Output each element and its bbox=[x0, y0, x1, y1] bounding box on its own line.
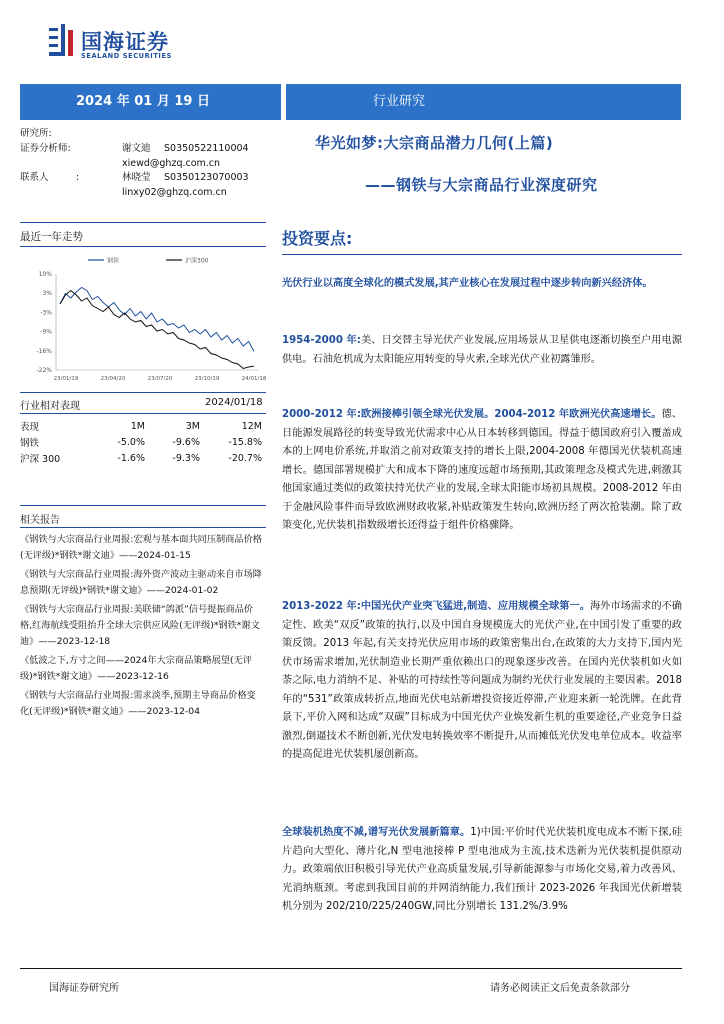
related-report-link[interactable]: 《钢铁与大宗商品行业周报:宏观与基本面共同压制商品价格(无评级)*钢铁*谢文迪》——2024-01-15 bbox=[20, 534, 262, 561]
table-header: 3M bbox=[185, 420, 200, 432]
series-line-hs300 bbox=[60, 291, 254, 369]
contact-email[interactable]: linxy02@ghzq.com.cn bbox=[122, 187, 227, 198]
legend-label-steel: 钢铁 bbox=[107, 257, 120, 265]
paragraph-highlight: 光伏行业以高度全球化的模式发展,其产业核心在发展过程中逐步转向新兴经济体。 bbox=[282, 278, 653, 289]
table-header-row bbox=[20, 418, 262, 434]
contact-colon: : bbox=[76, 172, 80, 183]
x-tick-label: 23/01/19 bbox=[53, 376, 79, 382]
series-line-steel bbox=[60, 288, 254, 352]
x-tick-label: 23/10/19 bbox=[194, 376, 220, 382]
related-reports-list bbox=[20, 532, 264, 723]
divider bbox=[20, 527, 266, 528]
divider bbox=[20, 392, 266, 393]
paragraph-text: 1)中国:平价时代光伏装机度电成本不断下探,硅片趋向大型化、薄片化,N 型电池接棒 P 型电池成为主流,技术迭新为光伏装机提供原动力。政策端依旧积极引导光伏产业高质量发展,引导新能源参与市场化交易,着力改善风、光消纳瓶颈。考虑到我国目前的并网消纳能力,我们预计 2023-2026 年我国光伏新增装机分别为 202/210/225/240GW,同比分别增长 131.2%/3.9% bbox=[282, 827, 683, 912]
table-cell: -9.3% bbox=[172, 452, 200, 464]
divider bbox=[20, 222, 266, 223]
paragraph bbox=[282, 598, 682, 765]
paragraph-text: 德、日能源发展路径的转变导致光伏需求中心从日本转移到德国。得益于德国政府引入覆盖成本的上网电价系统,并取消之前对政策支持的增长上限,2004-2008 年德国光伏装机高速增长。德国部署规模扩大和成本下降的速度远超市场预期,其政策理念及模式先进,刺激其他国家通过类似的政策扶持光伏产业的发展,全球太阳能市场初具规模。2008-2012 年由于金融风险事件而导致欧洲财政收紧,补贴政策发生转向,欧洲历经了两次抢装潮。除了政策变化,光伏装机指数级增长还得益于组件价格骤降。 bbox=[282, 409, 682, 531]
table-header: 12M bbox=[241, 420, 262, 432]
paragraph bbox=[282, 332, 682, 369]
y-tick-label: -16% bbox=[36, 347, 52, 355]
table-cell: -20.7% bbox=[228, 452, 262, 464]
paragraph-highlight: 2013-2022 年:中国光伏产业突飞猛进,制造、应用规模全球第一。 bbox=[282, 601, 590, 612]
table-header: 1M bbox=[130, 420, 145, 432]
y-tick-label: -22% bbox=[36, 367, 52, 374]
table-cell: 沪深 300 bbox=[20, 454, 61, 465]
table-cell: 钢铁 bbox=[20, 438, 40, 449]
footer-divider bbox=[20, 968, 682, 969]
paragraph bbox=[282, 406, 682, 536]
legend-label-hs300: 沪深300 bbox=[185, 257, 209, 265]
research-label: 研究所: bbox=[20, 128, 52, 139]
analyst-name: 谢文迪 bbox=[122, 143, 151, 154]
table-cell: -1.6% bbox=[117, 452, 145, 464]
x-tick-label: 24/01/18 bbox=[241, 376, 266, 382]
footer-right: 请务必阅读正文后免责条款部分 bbox=[490, 983, 630, 994]
table-row bbox=[20, 450, 262, 466]
trend-chart bbox=[20, 252, 266, 388]
divider bbox=[20, 505, 266, 506]
y-tick-label: -9% bbox=[40, 328, 52, 336]
footer-left: 国海证券研究所 bbox=[49, 983, 119, 994]
y-tick-label: 3% bbox=[42, 290, 52, 298]
divider bbox=[282, 254, 682, 255]
chart-legend bbox=[88, 257, 209, 265]
report-date: 2024 年 01 月 19 日 bbox=[20, 84, 281, 120]
performance-table bbox=[20, 418, 262, 466]
related-report-link[interactable]: 《钢铁与大宗商品行业周报:美联储“鸽派”信号提振商品价格,红海航线受阻抬升全球大宗供应风险(无评级)*钢铁*谢文迪》——2023-12-18 bbox=[20, 604, 260, 647]
report-title: 华光如梦:大宗商品潜力几何(上篇) bbox=[315, 134, 554, 152]
divider bbox=[20, 413, 266, 414]
sealand-logo-icon bbox=[49, 24, 75, 58]
report-category: 行业研究 bbox=[286, 84, 681, 120]
analyst-email[interactable]: xiewd@ghzq.com.cn bbox=[122, 158, 221, 169]
report-subtitle: ——钢铁与大宗商品行业深度研究 bbox=[365, 176, 598, 194]
divider bbox=[20, 246, 266, 247]
invest-title: 投资要点: bbox=[282, 229, 353, 248]
contact-label: 联系人 bbox=[20, 172, 49, 183]
x-tick-label: 23/07/20 bbox=[147, 376, 173, 382]
paragraph-highlight: 全球装机热度不减,谱写光伏发展新篇章。 bbox=[282, 827, 471, 838]
table-cell: -5.0% bbox=[117, 436, 145, 448]
related-report-link[interactable]: 《钢铁与大宗商品行业周报:需求淡季,预期主导商品价格变化(无评级)*钢铁*谢文迪》——2023-12-04 bbox=[20, 690, 256, 717]
perf-title: 行业相对表现 bbox=[20, 401, 80, 412]
table-cell: -9.6% bbox=[172, 436, 200, 448]
table-cell: -15.8% bbox=[228, 436, 262, 448]
x-tick-label: 23/04/20 bbox=[100, 376, 126, 382]
related-report-link[interactable]: 《钢铁与大宗商品行业周报:海外资产波动主驱动来自市场降息预期(无评级)*钢铁*谢文迪》——2024-01-02 bbox=[20, 569, 262, 596]
table-header: 表现 bbox=[20, 422, 40, 433]
contact-id: S0350123070003 bbox=[164, 172, 249, 183]
analyst-label: 证券分析师: bbox=[20, 143, 71, 154]
analyst-id: S0350522110004 bbox=[164, 143, 249, 154]
paragraph-highlight: 1954-2000 年: bbox=[282, 335, 361, 346]
y-tick-label: 10% bbox=[38, 271, 52, 278]
paragraph bbox=[282, 824, 682, 917]
paragraph-text: 海外市场需求的不确定性、欧美“双反”政策的执行,以及中国自身规模庞大的光伏产业,在中国引发了重要的政策反馈。2013 年起,有关支持光伏应用市场的政策密集出台,在政策的大力支持下,国内光伏市场需求增加,光伏制造业长期严重依赖出口的现象逐步改善。在国内光伏装机如火如荼之际,电力消纳不足、补贴的可持续性等问题成为制约光伏行业发展的主要因素。2018 年的“531”政策成转折点,地面光伏电站新增投资接近停滞,产业迎来新一轮洗牌。在此背景下,平价入网和达成“双碳”目标成为中国光伏产业焕发新生机的重要途径,产业竞争日益激烈,倒逼技术不断创新,光伏发电转换效率不断提升,从而摊低光伏发电单位成本。收益率的提高促进光伏装机屡创新高。 bbox=[282, 601, 682, 760]
perf-date: 2024/01/18 bbox=[205, 397, 263, 408]
paragraph-text: 美、日交替主导光伏产业发展,应用场景从卫星供电逐渐切换至户用电源供电。石油危机成为太阳能应用转变的导火索,全球光伏产业初露雏形。 bbox=[282, 335, 682, 365]
paragraph bbox=[282, 275, 682, 294]
paragraph-highlight: 2000-2012 年:欧洲接棒引领全球光伏发展。2004-2012 年欧洲光伏高速增长。 bbox=[282, 409, 662, 420]
contact-name: 林晓莹 bbox=[122, 172, 151, 183]
brand-name-cn: 国海证券 bbox=[81, 30, 169, 54]
chart-title: 最近一年走势 bbox=[20, 231, 83, 243]
y-tick-label: -3% bbox=[40, 309, 52, 317]
table-row bbox=[20, 434, 262, 450]
brand-name-en: SEALAND SECURITIES bbox=[81, 52, 172, 60]
related-title: 相关报告 bbox=[20, 515, 60, 526]
related-report-link[interactable]: 《低波之下,方寸之间——2024年大宗商品策略展望(无评级)*钢铁*谢文迪》——2023-12-16 bbox=[20, 655, 253, 682]
